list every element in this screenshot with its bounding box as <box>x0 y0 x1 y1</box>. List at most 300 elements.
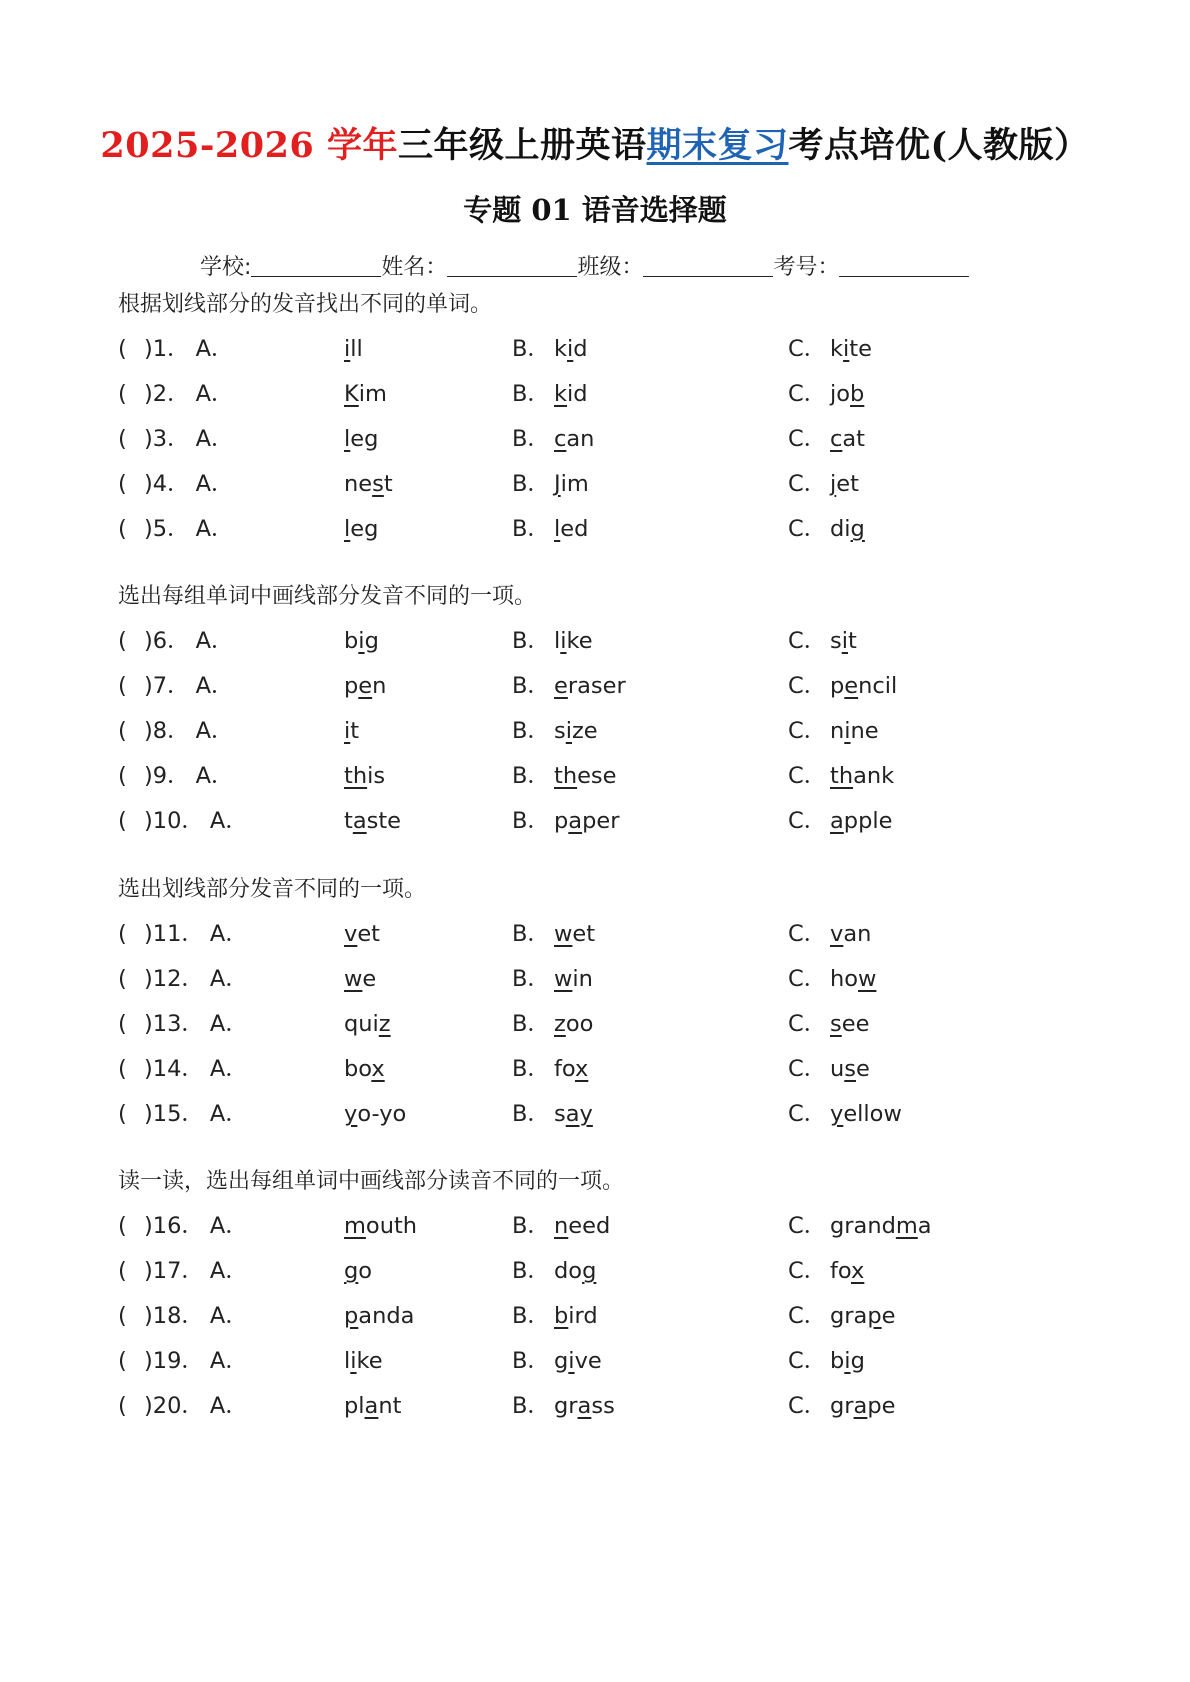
option-b-label: B． <box>512 921 550 947</box>
option-b[interactable] <box>512 664 626 709</box>
question-number <box>144 912 250 957</box>
option-a-label: A． <box>195 381 234 407</box>
option-c-label: C． <box>788 1303 827 1329</box>
option-c-word: how <box>830 966 877 992</box>
question-num-text: )8． <box>144 718 190 744</box>
question-number <box>144 1002 250 1047</box>
option-c-label: C． <box>788 763 827 789</box>
option-b-label: B． <box>512 1393 550 1419</box>
option-c[interactable] <box>788 1339 865 1384</box>
option-c[interactable] <box>788 507 865 552</box>
question-row <box>118 327 1118 372</box>
answer-paren[interactable]: ( <box>118 336 127 362</box>
option-a-label: A． <box>209 1258 248 1284</box>
option-c-label: C． <box>788 516 827 542</box>
option-a[interactable] <box>344 754 385 799</box>
answer-paren[interactable]: ( <box>118 628 127 654</box>
option-a-word: ill <box>344 336 363 362</box>
option-c-label: C． <box>788 628 827 654</box>
option-b[interactable] <box>512 327 588 372</box>
option-b-label: B． <box>512 1056 550 1082</box>
option-c[interactable] <box>788 1384 895 1429</box>
name-blank[interactable] <box>447 275 577 277</box>
option-b-word: dog <box>554 1258 597 1284</box>
question-row <box>118 417 1118 462</box>
option-b[interactable] <box>512 1047 588 1092</box>
underlined-sound: x <box>851 1258 865 1284</box>
option-a[interactable] <box>344 957 376 1002</box>
underlined-sound: i <box>844 1348 851 1374</box>
section-instruction: 读一读，选出每组单词中画线部分读音不同的一项。 <box>118 1169 625 1194</box>
name-label: 姓名： <box>381 255 448 280</box>
option-b-word: win <box>554 966 593 992</box>
question-num-text: )3． <box>144 426 190 452</box>
option-b-label: B． <box>512 808 550 834</box>
option-a-word: big <box>344 628 379 654</box>
option-c-word: jet <box>830 471 859 497</box>
question-number <box>144 327 236 372</box>
underlined-sound: m <box>344 1213 366 1239</box>
option-c[interactable] <box>788 462 859 507</box>
option-b-label: B． <box>512 673 550 699</box>
question-row <box>118 507 1118 552</box>
underlined-sound: J <box>554 471 561 497</box>
option-b[interactable] <box>512 1092 593 1137</box>
underlined-sound: b <box>554 1303 569 1329</box>
option-a-word: vet <box>344 921 380 947</box>
option-a-label: A． <box>209 1393 248 1419</box>
underlined-sound: g <box>582 1258 597 1284</box>
underlined-sound: c <box>830 426 843 452</box>
option-c-label: C． <box>788 381 827 407</box>
answer-paren[interactable]: ( <box>118 1101 127 1127</box>
underlined-sound: w <box>554 921 573 947</box>
option-a[interactable] <box>344 664 386 709</box>
underlined-sound: a <box>830 808 844 834</box>
option-a-label: A． <box>195 336 234 362</box>
question-num-text: )20． <box>144 1393 204 1419</box>
option-a-word: it <box>344 718 360 744</box>
option-c-word: grandma <box>830 1213 932 1239</box>
question-row <box>118 957 1118 1002</box>
question-row <box>118 462 1118 507</box>
underlined-sound: m <box>895 1213 918 1239</box>
option-a[interactable] <box>344 709 359 754</box>
underlined-sound: w <box>858 966 877 992</box>
option-b-word: can <box>554 426 595 452</box>
question-row <box>118 1339 1118 1384</box>
underlined-sound: i <box>560 628 567 654</box>
option-b[interactable] <box>512 912 595 957</box>
option-c-label: C． <box>788 966 827 992</box>
option-a[interactable] <box>344 1294 414 1339</box>
id-blank[interactable] <box>839 275 969 277</box>
option-b-label: B． <box>512 1101 550 1127</box>
underlined-sound: x <box>371 1056 385 1082</box>
option-b-word: give <box>554 1348 602 1374</box>
option-b-word: say <box>554 1101 593 1127</box>
underlined-sound: e <box>358 673 373 699</box>
option-a[interactable] <box>344 619 379 664</box>
option-b[interactable] <box>512 1294 598 1339</box>
option-b-word: need <box>554 1213 611 1239</box>
option-b-label: B． <box>512 426 550 452</box>
question-row <box>118 619 1118 664</box>
underlined-sound: th <box>554 763 578 789</box>
question-row <box>118 1047 1118 1092</box>
option-b[interactable] <box>512 1249 596 1294</box>
option-a[interactable] <box>344 1384 401 1429</box>
option-a-label: A． <box>195 718 234 744</box>
option-a[interactable] <box>344 462 393 507</box>
option-a-label: A． <box>209 1348 248 1374</box>
question-num-text: )4． <box>144 471 190 497</box>
option-a-label: A． <box>195 628 234 654</box>
question-number <box>144 619 236 664</box>
option-b[interactable] <box>512 754 617 799</box>
option-c-label: C． <box>788 1011 827 1037</box>
option-a-word: Kim <box>344 381 387 407</box>
option-b-label: B． <box>512 381 550 407</box>
option-b[interactable] <box>512 462 589 507</box>
question-num-text: )19． <box>144 1348 204 1374</box>
option-b-word: bird <box>554 1303 598 1329</box>
option-b-word: paper <box>554 808 620 834</box>
option-a-word: nest <box>344 471 393 497</box>
option-c-word: nine <box>830 718 879 744</box>
question-row <box>118 1294 1118 1339</box>
option-b-label: B． <box>512 718 550 744</box>
option-c[interactable] <box>788 1294 895 1339</box>
option-c-label: C． <box>788 1258 827 1284</box>
section-instruction: 选出划线部分发音不同的一项。 <box>118 877 427 902</box>
answer-paren[interactable]: ( <box>118 808 127 834</box>
option-c-label: C． <box>788 921 827 947</box>
option-c-word: van <box>830 921 872 947</box>
option-c[interactable] <box>788 619 857 664</box>
answer-paren[interactable]: ( <box>118 1393 127 1419</box>
underlined-sound: z <box>554 1011 566 1037</box>
question-section <box>118 575 1118 844</box>
option-b[interactable] <box>512 619 593 664</box>
answer-paren[interactable]: ( <box>118 763 127 789</box>
option-c-word: dig <box>830 516 865 542</box>
option-c-label: C． <box>788 426 827 452</box>
underlined-sound: ay <box>565 1101 593 1127</box>
question-row <box>118 754 1118 799</box>
underlined-sound: i <box>565 718 572 744</box>
title-grade: 三年级上册英语 <box>397 125 647 166</box>
underlined-sound: b <box>850 381 865 407</box>
option-a-word: we <box>344 966 377 992</box>
underlined-sound: i <box>568 1348 575 1374</box>
class-label: 班级： <box>577 255 644 280</box>
option-b[interactable] <box>512 957 593 1002</box>
option-a[interactable] <box>344 912 380 957</box>
option-a-label: A． <box>209 966 248 992</box>
option-a[interactable] <box>344 507 378 552</box>
answer-paren[interactable]: ( <box>118 1303 127 1329</box>
answer-paren[interactable]: ( <box>118 1258 127 1284</box>
underlined-sound: g <box>850 516 865 542</box>
option-a-label: A． <box>195 426 234 452</box>
option-a-label: A． <box>209 808 248 834</box>
option-c[interactable] <box>788 754 894 799</box>
option-a-label: A． <box>209 1303 248 1329</box>
option-a[interactable] <box>344 417 378 462</box>
question-row <box>118 664 1118 709</box>
option-a-word: this <box>344 763 386 789</box>
option-a[interactable] <box>344 1047 385 1092</box>
document-title <box>0 118 1190 168</box>
answer-paren[interactable]: ( <box>118 1348 127 1374</box>
question-num-text: )18． <box>144 1303 204 1329</box>
option-a[interactable] <box>344 372 387 417</box>
student-info-line <box>200 250 969 281</box>
question-num-text: )12． <box>144 966 204 992</box>
answer-paren[interactable]: ( <box>118 921 127 947</box>
question-row <box>118 372 1118 417</box>
question-number <box>144 1204 250 1249</box>
answer-paren[interactable]: ( <box>118 1213 127 1239</box>
underlined-sound: th <box>344 763 368 789</box>
question-number <box>144 507 236 552</box>
option-c-word: grape <box>830 1303 896 1329</box>
option-c[interactable] <box>788 664 897 709</box>
option-b-label: B． <box>512 763 550 789</box>
question-num-text: )2． <box>144 381 190 407</box>
option-a-label: A． <box>209 1011 248 1037</box>
underlined-sound: s <box>830 1011 842 1037</box>
option-b[interactable] <box>512 1204 610 1249</box>
option-a-label: A． <box>195 673 234 699</box>
underlined-sound: a <box>352 808 367 834</box>
question-num-text: )6． <box>144 628 190 654</box>
option-a-word: box <box>344 1056 385 1082</box>
question-num-text: )7． <box>144 673 190 699</box>
underlined-sound: k <box>554 381 568 407</box>
underlined-sound: x <box>575 1056 589 1082</box>
question-row <box>118 1249 1118 1294</box>
option-b[interactable] <box>512 709 598 754</box>
option-c-label: C． <box>788 673 827 699</box>
option-c-word: job <box>830 381 865 407</box>
question-num-text: )17． <box>144 1258 204 1284</box>
question-row <box>118 1092 1118 1137</box>
option-b[interactable] <box>512 417 594 462</box>
option-c-word: cat <box>830 426 865 452</box>
underlined-sound: z <box>378 1011 391 1037</box>
option-b-label: B． <box>512 1303 550 1329</box>
option-b[interactable] <box>512 799 619 844</box>
option-b-word: Jim <box>554 471 589 497</box>
underlined-sound: i <box>567 336 574 362</box>
title-edition: 考点培优(人教版） <box>788 125 1090 166</box>
underlined-sound: e <box>844 673 859 699</box>
option-b-word: zoo <box>554 1011 594 1037</box>
question-number <box>144 957 250 1002</box>
option-a[interactable] <box>344 799 401 844</box>
question-number <box>144 1339 250 1384</box>
answer-paren[interactable]: ( <box>118 426 127 452</box>
school-blank[interactable] <box>251 275 381 277</box>
question-number <box>144 799 250 844</box>
section-instruction: 根据划线部分的发音找出不同的单词。 <box>118 292 493 317</box>
underlined-sound: y <box>830 1101 844 1127</box>
option-c[interactable] <box>788 372 864 417</box>
option-c[interactable] <box>788 912 871 957</box>
answer-paren[interactable]: ( <box>118 718 127 744</box>
option-c-word: sit <box>830 628 857 654</box>
option-c[interactable] <box>788 709 879 754</box>
question-num-text: )15． <box>144 1101 204 1127</box>
answer-paren[interactable]: ( <box>118 1056 127 1082</box>
option-a[interactable] <box>344 1339 383 1384</box>
option-a-label: A． <box>209 1101 248 1127</box>
underlined-sound: a <box>364 1393 379 1419</box>
question-number <box>144 1092 250 1137</box>
question-number <box>144 1384 250 1429</box>
question-number <box>144 709 236 754</box>
option-c[interactable] <box>788 1204 932 1249</box>
option-b-word: these <box>554 763 617 789</box>
option-a-word: quiz <box>344 1011 391 1037</box>
option-a-label: A． <box>195 763 234 789</box>
option-c-word: kite <box>830 336 872 362</box>
option-b[interactable] <box>512 1384 615 1429</box>
option-a-word: mouth <box>344 1213 418 1239</box>
title-year: 2025-2026 学年 <box>100 125 398 166</box>
option-a-word: leg <box>344 426 379 452</box>
option-b-label: B． <box>512 471 550 497</box>
document-subtitle: 专题 01 语音选择题 <box>463 193 727 227</box>
option-a-word: go <box>344 1258 373 1284</box>
underlined-sound: v <box>830 921 844 947</box>
underlined-sound: g <box>344 1258 359 1284</box>
answer-paren[interactable]: ( <box>118 1011 127 1037</box>
school-label: 学校: <box>200 255 252 280</box>
option-c-label: C． <box>788 1101 827 1127</box>
question-row <box>118 709 1118 754</box>
answer-paren[interactable]: ( <box>118 673 127 699</box>
question-row <box>118 1002 1118 1047</box>
option-c-word: grape <box>830 1393 896 1419</box>
question-number <box>144 417 236 462</box>
option-b[interactable] <box>512 372 588 417</box>
question-section <box>118 283 1118 552</box>
option-a-word: plant <box>344 1393 402 1419</box>
option-b-label: B． <box>512 1348 550 1374</box>
option-c[interactable] <box>788 957 876 1002</box>
option-b-label: B． <box>512 1258 550 1284</box>
option-c[interactable] <box>788 799 892 844</box>
underlined-sound: i <box>844 718 851 744</box>
question-num-text: )5． <box>144 516 190 542</box>
underlined-sound: s <box>372 471 384 497</box>
underlined-sound: a <box>853 1393 868 1419</box>
option-b-word: kid <box>554 336 588 362</box>
question-num-text: )16． <box>144 1213 204 1239</box>
option-c[interactable] <box>788 1047 870 1092</box>
underlined-sound: i <box>841 628 848 654</box>
option-b-label: B． <box>512 1213 550 1239</box>
option-b[interactable] <box>512 507 588 552</box>
underlined-sound: w <box>554 966 573 992</box>
option-b-word: kid <box>554 381 588 407</box>
option-b-word: led <box>554 516 589 542</box>
answer-paren[interactable]: ( <box>118 966 127 992</box>
option-b-label: B． <box>512 516 550 542</box>
option-c-word: fox <box>830 1258 865 1284</box>
underlined-sound: p <box>344 1303 359 1329</box>
answer-paren[interactable]: ( <box>118 516 127 542</box>
option-a-word: panda <box>344 1303 415 1329</box>
option-c[interactable] <box>788 417 865 462</box>
underlined-sound: n <box>554 1213 569 1239</box>
question-number <box>144 1047 250 1092</box>
option-b-word: grass <box>554 1393 615 1419</box>
question-number <box>144 754 236 799</box>
option-a-label: A． <box>209 1056 248 1082</box>
option-a[interactable] <box>344 327 363 372</box>
option-a-word: yo-yo <box>344 1101 407 1127</box>
underlined-sound: i <box>358 628 365 654</box>
underlined-sound: l <box>344 426 351 452</box>
underlined-sound: j <box>830 471 837 497</box>
option-a[interactable] <box>344 1002 391 1047</box>
question-num-text: )11． <box>144 921 204 947</box>
option-c[interactable] <box>788 1092 902 1137</box>
option-a-label: A． <box>195 516 234 542</box>
question-num-text: )14． <box>144 1056 204 1082</box>
option-c[interactable] <box>788 1002 869 1047</box>
underlined-sound: K <box>344 381 359 407</box>
option-c[interactable] <box>788 1249 864 1294</box>
underlined-sound: i <box>344 718 351 744</box>
option-c-word: apple <box>830 808 893 834</box>
option-b-word: like <box>554 628 593 654</box>
option-b-word: eraser <box>554 673 626 699</box>
question-number <box>144 1249 250 1294</box>
option-a[interactable] <box>344 1092 406 1137</box>
option-c-label: C． <box>788 1056 827 1082</box>
option-c-label: C． <box>788 808 827 834</box>
option-c-label: C． <box>788 471 827 497</box>
option-c[interactable] <box>788 327 872 372</box>
underlined-sound: i <box>843 336 850 362</box>
option-a[interactable] <box>344 1204 417 1249</box>
option-b-label: B． <box>512 336 550 362</box>
option-c-word: yellow <box>830 1101 902 1127</box>
question-number <box>144 1294 250 1339</box>
option-b[interactable] <box>512 1002 593 1047</box>
option-c-label: C． <box>788 1393 827 1419</box>
answer-paren[interactable]: ( <box>118 381 127 407</box>
option-a[interactable] <box>344 1249 372 1294</box>
option-c-word: pencil <box>830 673 898 699</box>
question-row <box>118 912 1118 957</box>
question-num-text: )1． <box>144 336 190 362</box>
answer-paren[interactable]: ( <box>118 471 127 497</box>
title-review: 期末复习 <box>646 125 789 166</box>
option-b[interactable] <box>512 1339 602 1384</box>
option-c-word: big <box>830 1348 865 1374</box>
option-c-word: thank <box>830 763 895 789</box>
option-a-label: A． <box>209 921 248 947</box>
underlined-sound: i <box>350 1348 357 1374</box>
option-c-label: C． <box>788 1213 827 1239</box>
class-blank[interactable] <box>643 275 773 277</box>
